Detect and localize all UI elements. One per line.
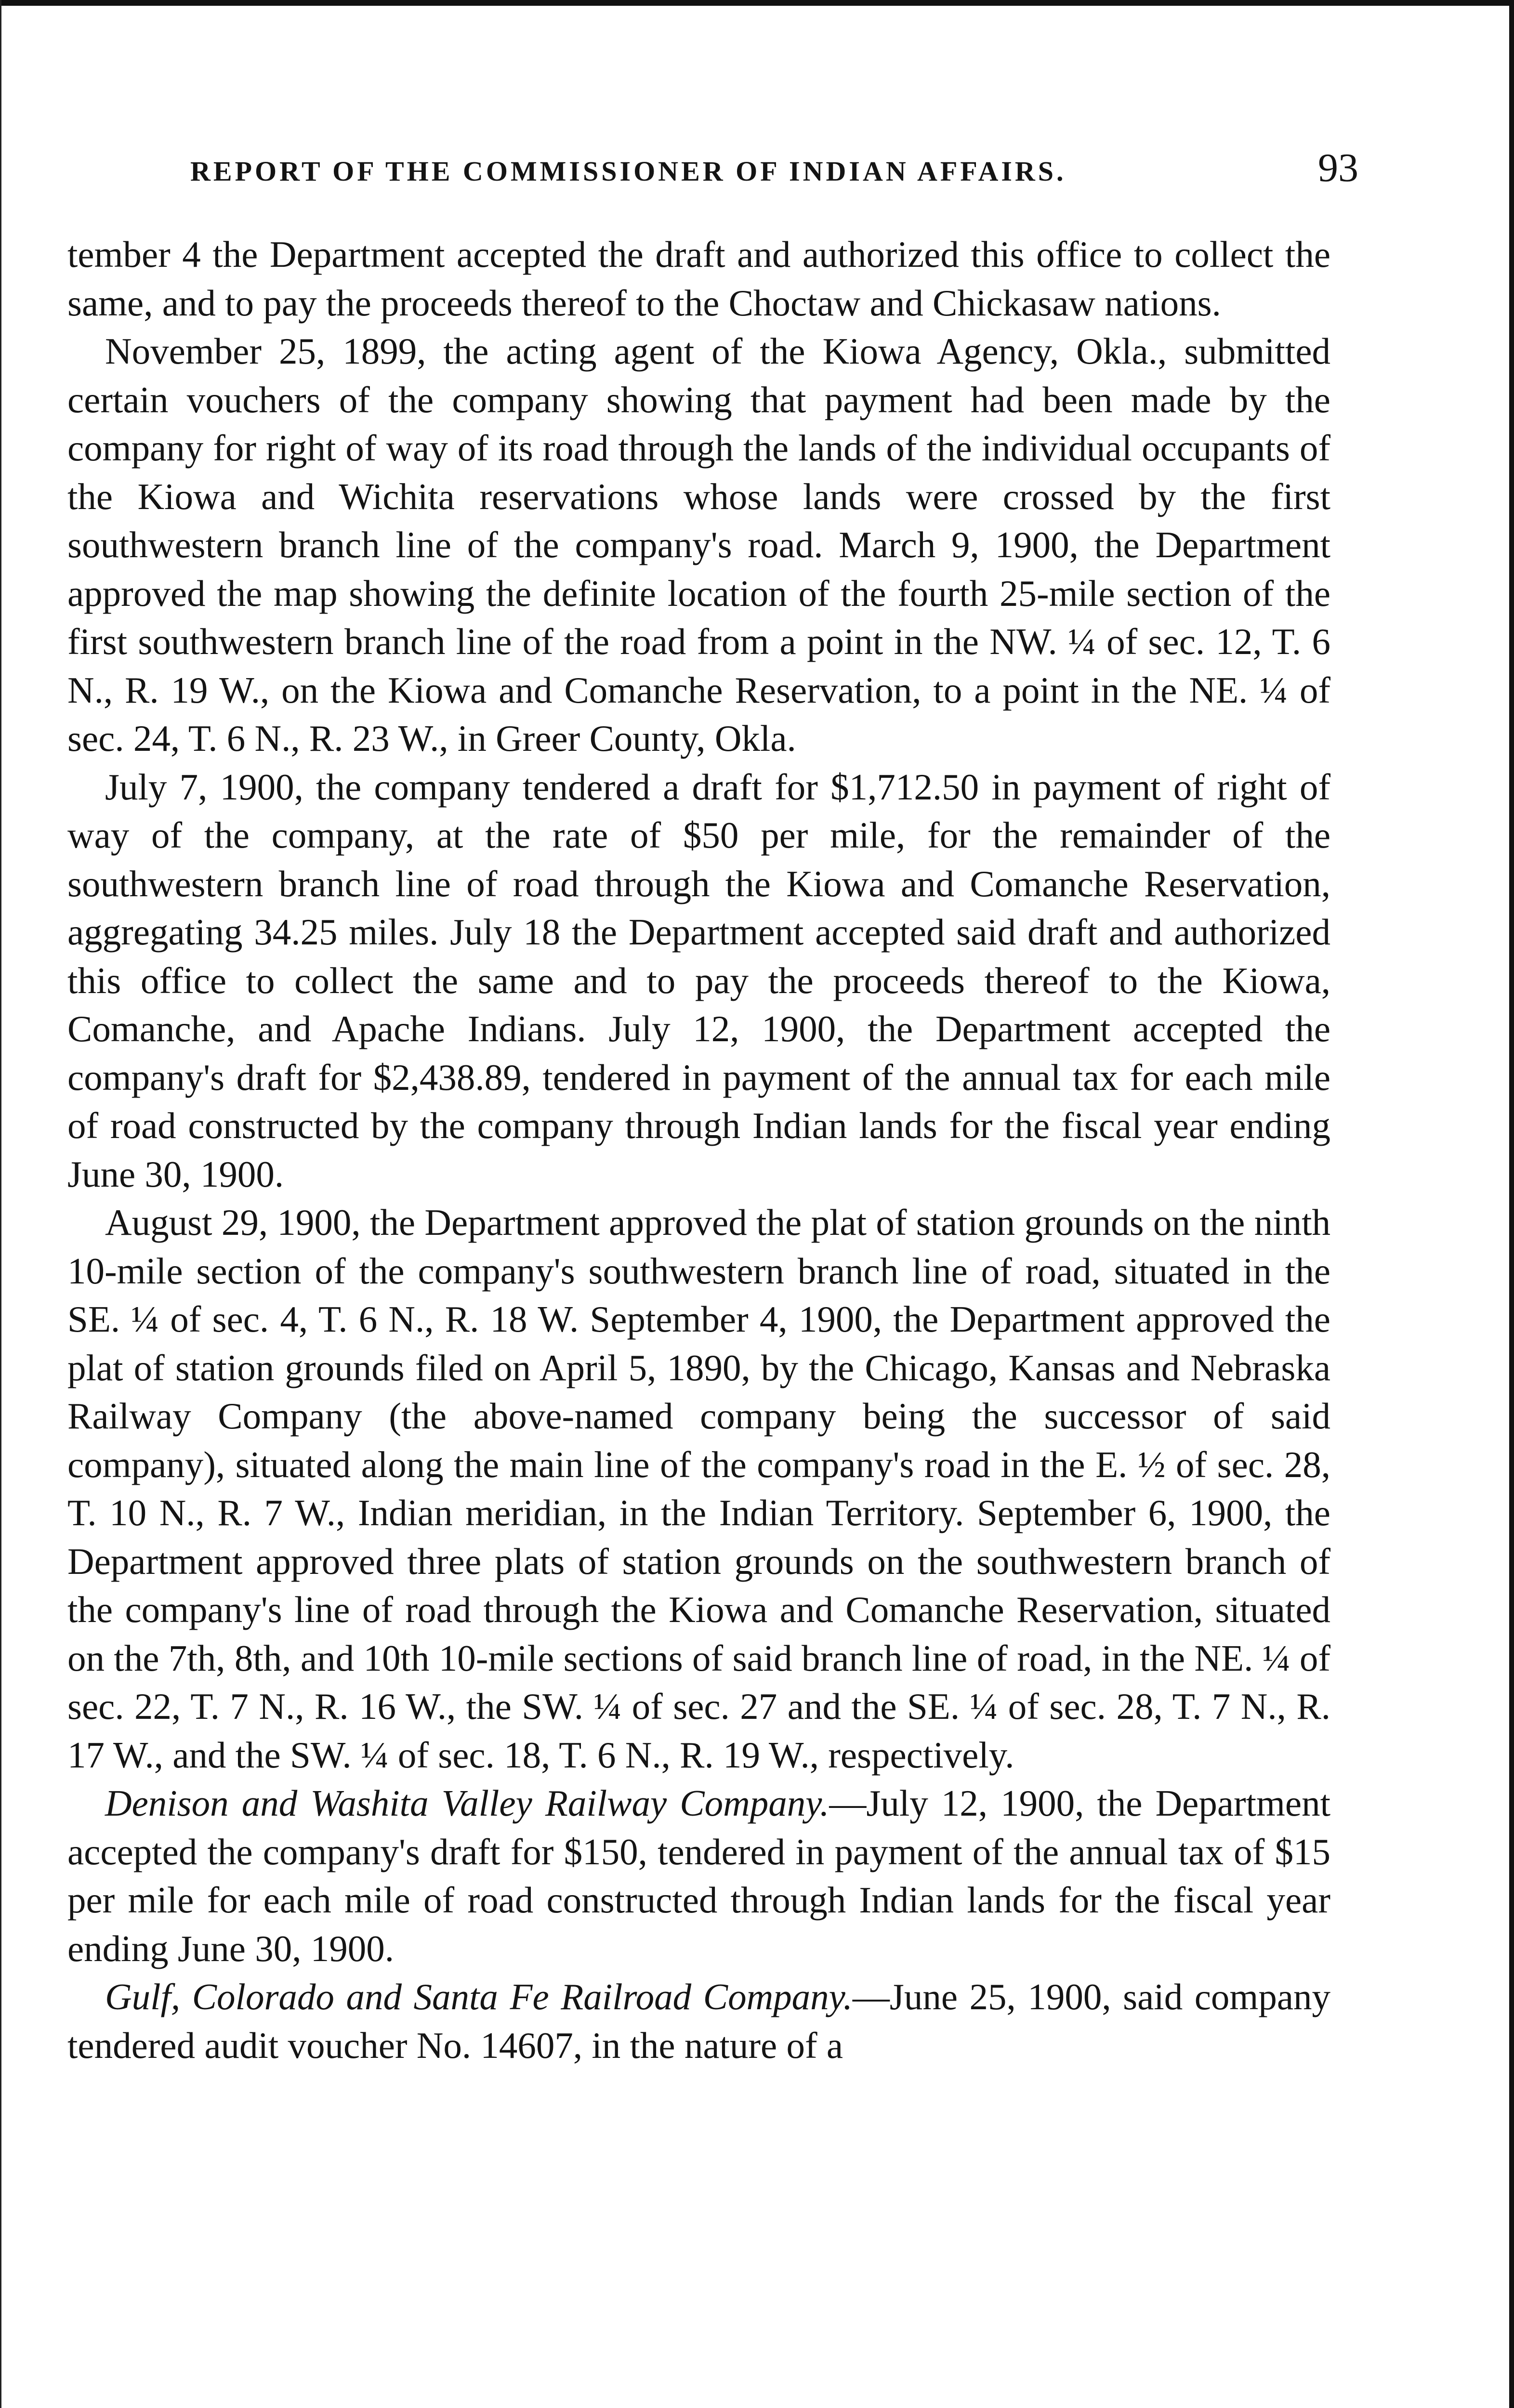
paragraph-text: tember 4 the Department accepted the draft and authorized this office to collect the same, and to pay the proceeds thereof to the Choctaw and Chickasaw nations.	[67, 234, 1330, 324]
paragraph-text: —July 12, 1900, the Department accepted the company's draft for $150, tendered in payment of the annual tax of $15 per mile for each mile of road constructed through Indian lands for the fiscal year ending June 30, 1900.	[67, 1782, 1330, 1969]
paragraph-text: August 29, 1900, the Department approved the plat of station grounds on the ninth 10-mile section of the company's southwestern branch line of road, situated in the SE. ¼ of sec. 4, T. 6 N., R. 18 W. September 4, 1900, the Department approved the plat of station grounds filed on April 5, 1890, by the Chicago, Kansas and Nebraska Railway Company (the above-named company being the successor of said company), situated along the main line of the company's road in the E. ½ of sec. 28, T. 10 N., R. 7 W., Indian meridian, in the Indian Territory. September 6, 1900, the Department approved three plats of station grounds on the southwestern branch of the company's line of road through the Kiowa and Comanche Reservation, situated on the 7th, 8th, and 10th 10-mile sections of said branch line of road, in the NE. ¼ of sec. 22, T. 7 N., R. 16 W., the SW. ¼ of sec. 27 and the SE. ¼ of sec. 28, T. 7 N., R. 17 W., and the SW. ¼ of sec. 18, T. 6 N., R. 19 W., respectively.	[67, 1202, 1330, 1776]
left-border	[0, 0, 1, 2408]
paragraph-text: —June 25, 1900, said company tendered audit voucher No. 14607, in the nature of a	[67, 1976, 1330, 2066]
paragraph	[67, 1198, 1330, 1779]
body-text	[67, 230, 1330, 2069]
right-border	[1509, 0, 1514, 2408]
paragraph-heading: Gulf, Colorado and Santa Fe Railroad Company.	[105, 1976, 853, 2017]
paragraph	[67, 1779, 1330, 1973]
running-head: REPORT OF THE COMMISSIONER OF INDIAN AFFAIRS.	[190, 156, 1066, 187]
top-border	[0, 0, 1514, 6]
paragraph-text: November 25, 1899, the acting agent of the Kiowa Agency, Okla., submitted certain vouchers of the company showing that payment had been made by the company for right of way of its road through the lands of the individual occupants of the Kiowa and Wichita reservations whose lands were crossed by the first southwestern branch line of the company's road. March 9, 1900, the Department approved the map showing the definite location of the fourth 25-mile section of the first southwestern branch line of the road from a point in the NW. ¼ of sec. 12, T. 6 N., R. 19 W., on the Kiowa and Comanche Reservation, to a point in the NE. ¼ of sec. 24, T. 6 N., R. 23 W., in Greer County, Okla.	[67, 330, 1330, 759]
paragraph-text: July 7, 1900, the company tendered a draft for $1,712.50 in payment of right of way of the company, at the rate of $50 per mile, for the remainder of the southwestern branch line of road through the Kiowa and Comanche Reservation, aggregating 34.25 miles. July 18 the Department accepted said draft and authorized this office to collect the same and to pay the proceeds thereof to the Kiowa, Comanche, and Apache Indians. July 12, 1900, the Department accepted the company's draft for $2,438.89, tendered in payment of the annual tax for each mile of road constructed by the company through Indian lands for the fiscal year ending June 30, 1900.	[67, 766, 1330, 1195]
page-number: 93	[1318, 145, 1358, 190]
paragraph-heading: Denison and Washita Valley Railway Company.	[105, 1782, 829, 1824]
paragraph	[67, 327, 1330, 763]
page-header	[67, 144, 1358, 202]
paragraph	[67, 1973, 1330, 2069]
paragraph	[67, 763, 1330, 1199]
paragraph	[67, 230, 1330, 327]
